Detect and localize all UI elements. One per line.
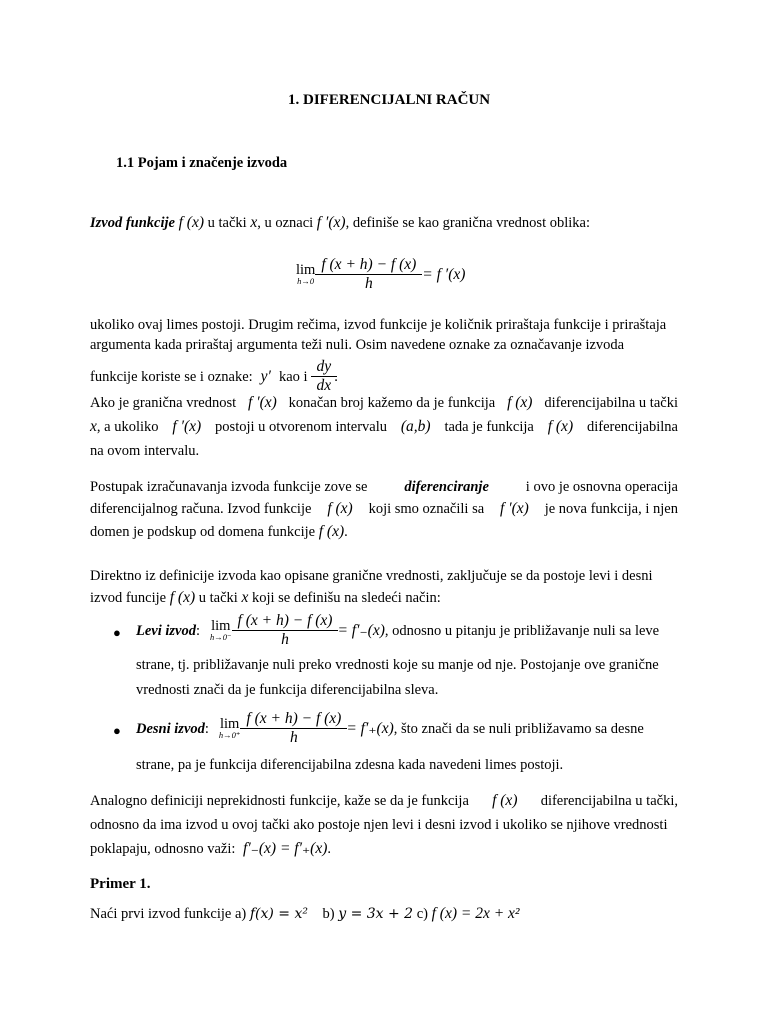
line bbox=[90, 816, 678, 834]
line bbox=[90, 336, 678, 354]
math-x: x bbox=[250, 214, 258, 231]
line-text: diferencijabilna u tački bbox=[544, 395, 678, 411]
line-text: . bbox=[334, 368, 338, 385]
line-text: ukoliko ovaj limes postoji. Drugim rečima, izvod funkcije je količnik priraštaja funkcije i priraštaja bbox=[90, 317, 667, 333]
line-text: . bbox=[344, 524, 348, 540]
difference-quotient bbox=[235, 612, 336, 649]
line-text: tada je funkcija bbox=[444, 419, 534, 435]
paragraph-6 bbox=[90, 792, 678, 858]
text-fragment: , što znači da se nuli približavamo sa desne bbox=[393, 720, 644, 737]
text-fragment: : bbox=[204, 720, 209, 737]
label-b: b) bbox=[322, 906, 335, 922]
lim-label: lim bbox=[219, 716, 240, 732]
fraction-denominator: h bbox=[315, 274, 422, 293]
lim-label: lim bbox=[296, 262, 316, 278]
line bbox=[90, 792, 678, 810]
line-text: funkcije koriste se i oznake: bbox=[90, 368, 253, 385]
limit-operator bbox=[210, 619, 232, 642]
fraction-denominator: h bbox=[240, 728, 347, 747]
line bbox=[90, 418, 678, 436]
chapter-title: 1. DIFERENCIJALNI RAČUN bbox=[288, 92, 491, 108]
formula-rhs: = f′₋(x) bbox=[337, 621, 385, 639]
line bbox=[136, 656, 678, 674]
formula-rhs: = f′₊(x) bbox=[346, 719, 394, 737]
line bbox=[90, 500, 678, 518]
line-text: diferencijabilna bbox=[586, 419, 678, 435]
line-text: Postupak izračunavanja izvoda funkcije zove se bbox=[90, 479, 368, 495]
limit-operator bbox=[219, 717, 241, 740]
paragraph-5 bbox=[90, 567, 678, 607]
line bbox=[90, 394, 678, 412]
math-fx: f (x) bbox=[318, 523, 345, 540]
line-text: Naći prvi izvod funkcije bbox=[90, 906, 232, 922]
fraction-numerator: dy bbox=[316, 358, 332, 375]
derivative-definition-formula bbox=[296, 256, 465, 293]
line bbox=[90, 840, 678, 858]
term-izvod-funkcije: Izvod funkcije bbox=[90, 215, 175, 231]
math-fpx: f ′(x) bbox=[248, 394, 277, 411]
example-heading: Primer 1. bbox=[90, 876, 151, 892]
fraction-denominator: dx bbox=[311, 376, 338, 395]
line bbox=[136, 681, 678, 699]
line-text: poklapaju, odnosno važi: bbox=[90, 841, 236, 857]
math-fx: f (x) bbox=[507, 394, 533, 411]
line bbox=[90, 316, 678, 334]
lim-label: lim bbox=[211, 618, 231, 634]
math-fx: f (x) bbox=[547, 418, 574, 435]
text-fragment: : bbox=[196, 622, 201, 639]
line-text: kao i bbox=[278, 368, 308, 385]
line bbox=[90, 478, 678, 496]
math-fx: f (x) bbox=[492, 792, 518, 809]
line-text: domen je podskup od domena funkcije bbox=[90, 524, 316, 540]
difference-quotient bbox=[243, 710, 344, 747]
bullet-icon: ● bbox=[113, 723, 121, 738]
equation-b: y = 3x + 2 bbox=[338, 906, 414, 922]
fraction-numerator: f (x + h) − f (x) bbox=[246, 710, 342, 727]
line-text: diferencijalnog računa. Izvod funkcije bbox=[90, 501, 312, 517]
formula-rhs: = f ′(x) bbox=[422, 265, 466, 283]
lim-subscript: h→0⁻ bbox=[210, 632, 232, 642]
equation-a: f(x) = x² bbox=[249, 906, 308, 922]
line-text: diferencijabilna u tački, bbox=[540, 793, 678, 809]
math-fpx: f ′(x) bbox=[172, 418, 202, 435]
text-fragment: , u oznaci bbox=[257, 215, 314, 231]
text-fragment: u tački bbox=[207, 215, 247, 231]
math-fpx: f ′(x) bbox=[500, 500, 529, 517]
label-a: a) bbox=[234, 906, 247, 922]
bullet-icon: ● bbox=[113, 625, 121, 640]
example-task bbox=[90, 905, 520, 923]
limit-operator bbox=[296, 263, 315, 286]
line-text: je nova funkcija, i njen bbox=[544, 501, 678, 517]
paragraph-4 bbox=[90, 478, 678, 541]
line-text: Analogno definiciji neprekidnosti funkcije, kaže se da je funkcija bbox=[90, 793, 469, 809]
line bbox=[90, 589, 678, 607]
line bbox=[90, 567, 678, 585]
dy-dx-fraction bbox=[314, 358, 335, 395]
text-fragment: , odnosno u pitanju je približavanje nuli sa leve bbox=[384, 622, 660, 639]
line-text: koji smo označili sa bbox=[368, 501, 485, 517]
line-text: koji se definišu na sledeći način: bbox=[251, 590, 441, 606]
difference-quotient bbox=[318, 256, 419, 293]
line-text: Direktno iz definicije izvoda kao opisane granične vrednosti, zaključuje se da postoje levi i desni bbox=[90, 568, 653, 584]
lim-subscript: h→0⁺ bbox=[218, 730, 241, 740]
paragraph-2 bbox=[90, 316, 678, 395]
term-levi-izvod: Levi izvod bbox=[136, 622, 196, 639]
line-text: u tački bbox=[198, 590, 238, 606]
math-y-prime: y′ bbox=[260, 367, 271, 385]
math-interval-ab: (a,b) bbox=[400, 418, 431, 435]
label-c: c) bbox=[416, 906, 428, 922]
math-fx: f (x) bbox=[178, 214, 204, 231]
line bbox=[90, 442, 678, 460]
left-derivative-line bbox=[136, 612, 659, 649]
line-text: argumenta kada priraštaj argumenta teži nuli. Osim navedene oznake za označavanje izvoda bbox=[90, 337, 625, 353]
fraction-numerator: f (x + h) − f (x) bbox=[321, 256, 417, 273]
line-text: na ovom intervalu. bbox=[90, 443, 200, 459]
math-fx: f (x) bbox=[327, 500, 353, 517]
line-text: i ovo je osnovna operacija bbox=[525, 479, 678, 495]
line-text: odnosno da ima izvod u ovoj tački ako postoje njen levi i desni izvod i ukoliko se njihove vrednosti bbox=[90, 817, 668, 833]
right-derivative-continued: strane, pa je funkcija diferencijabilna zdesna kada navedeni limes postoji. bbox=[136, 757, 564, 773]
line bbox=[90, 523, 678, 541]
math-x: x bbox=[241, 589, 249, 606]
equation-c: f (x) = 2x + x² bbox=[431, 905, 520, 922]
paragraph-3 bbox=[90, 394, 678, 460]
line-text: konačan broj kažemo da je funkcija bbox=[288, 395, 496, 411]
math-equality: f′₋(x) = f′₊(x) bbox=[243, 840, 328, 857]
math-fx: f (x) bbox=[169, 589, 196, 606]
term-desni-izvod: Desni izvod bbox=[136, 720, 205, 737]
left-derivative-continued bbox=[136, 656, 678, 699]
lim-subscript: h→0 bbox=[297, 276, 315, 286]
math-fpx: f ′(x) bbox=[316, 214, 346, 231]
line-text: Ako je granična vrednost bbox=[90, 395, 237, 411]
fraction-numerator: f (x + h) − f (x) bbox=[237, 612, 333, 629]
line-text: . bbox=[327, 841, 332, 857]
line-text: strane, tj. približavanje nuli preko vrednosti koje su manje od nje. Postojanje ove granične bbox=[136, 657, 659, 673]
line-text: izvod funcije bbox=[90, 590, 167, 606]
right-derivative-line bbox=[136, 710, 644, 747]
line-text: , a ukoliko bbox=[96, 419, 159, 435]
line-text: vrednosti znači da je funkcija diferencijabilna sleva. bbox=[136, 682, 439, 698]
section-heading: 1.1 Pojam i značenje izvoda bbox=[116, 155, 288, 171]
line-text: postoji u otvorenom intervalu bbox=[215, 419, 388, 435]
definition-line bbox=[90, 214, 590, 232]
fraction-denominator: h bbox=[232, 630, 339, 649]
term-diferenciranje: diferenciranje bbox=[404, 479, 489, 495]
math-x: x bbox=[90, 418, 97, 435]
text-fragment: , definiše se kao granična vrednost oblika: bbox=[345, 215, 590, 231]
line bbox=[90, 358, 678, 395]
